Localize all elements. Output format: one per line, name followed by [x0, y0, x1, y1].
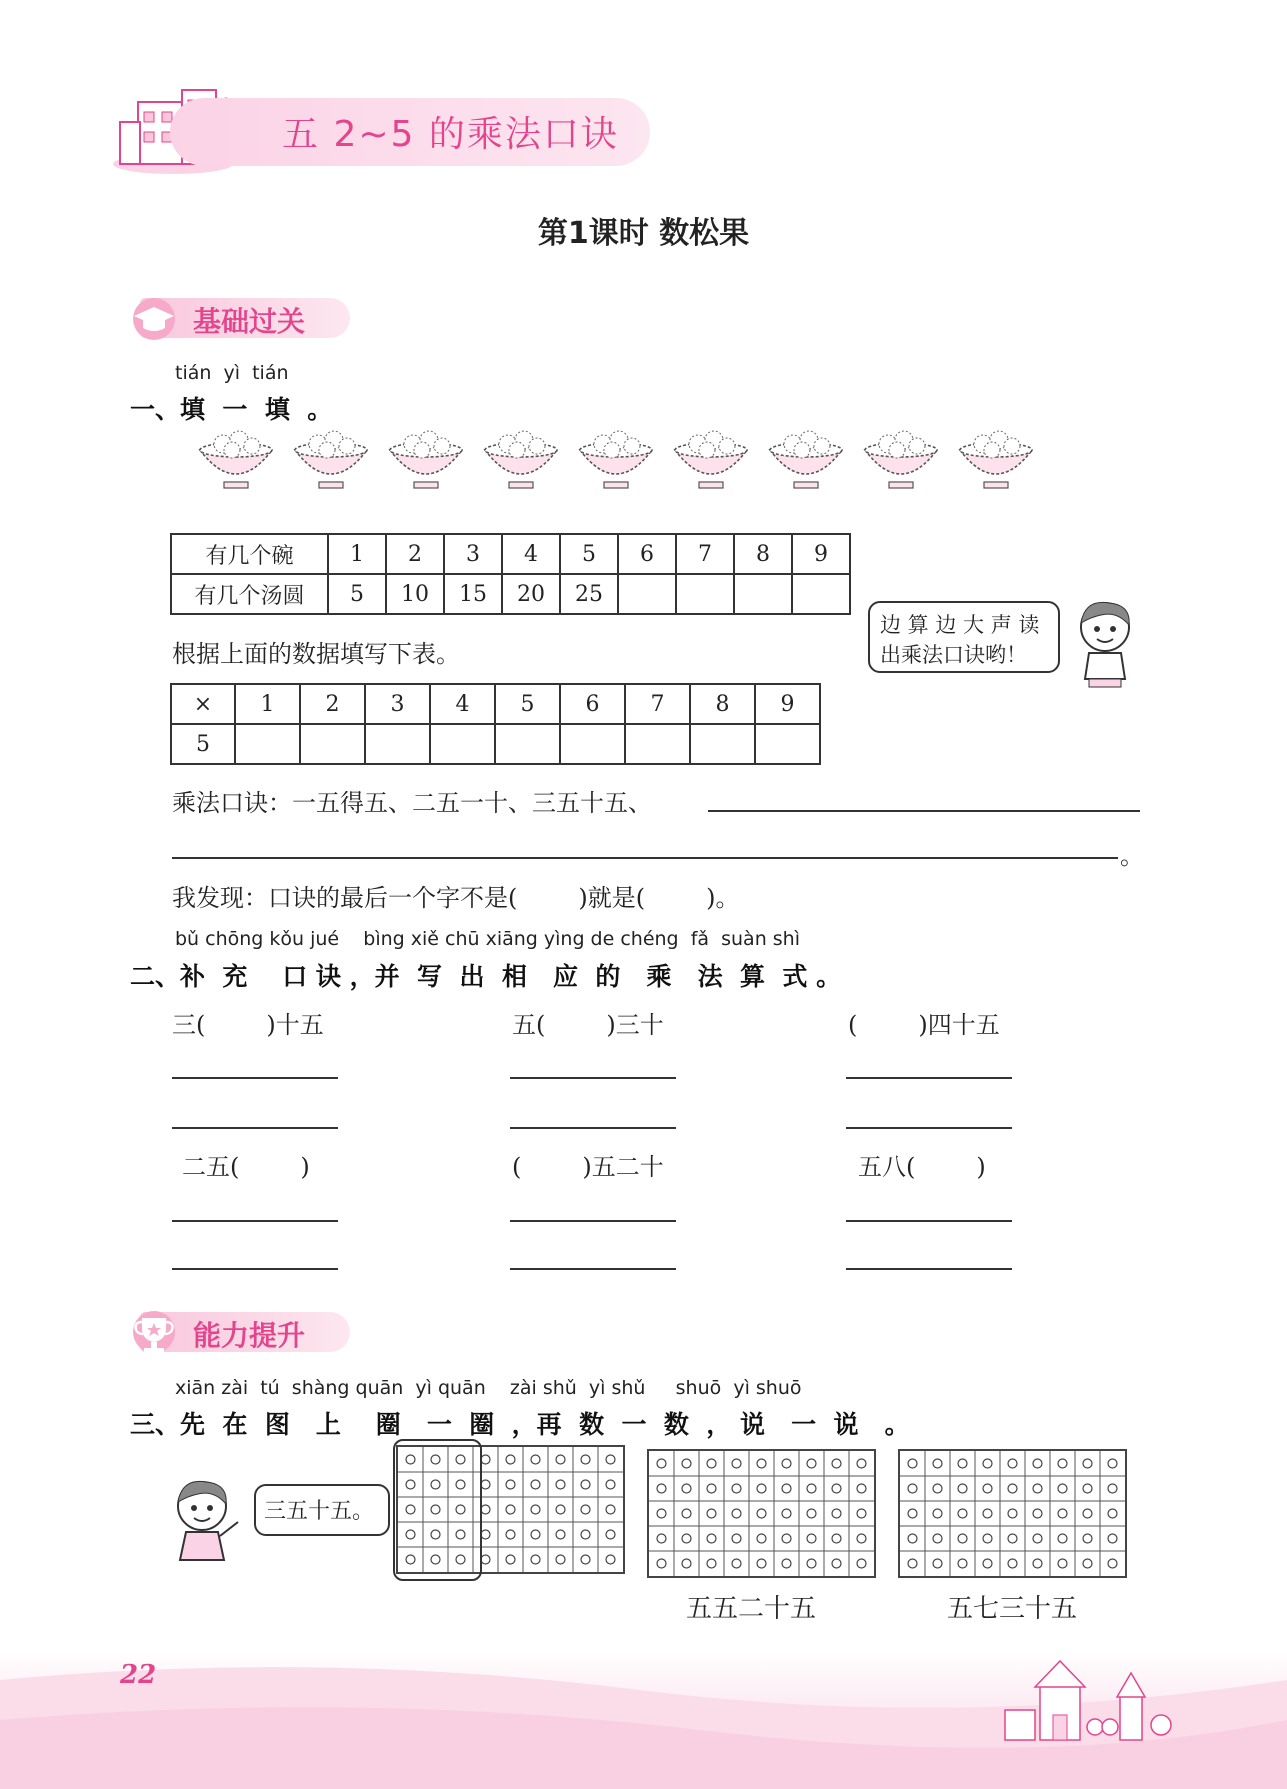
- q1-title: 一、填 一 填 。: [130, 395, 333, 424]
- circled-example: [393, 1439, 482, 1581]
- mnemonic-item: 二五( ): [182, 1153, 310, 1181]
- table-cell: 6: [618, 534, 676, 574]
- table-cell: 5: [171, 724, 235, 764]
- table-cell: 5: [560, 534, 618, 574]
- grid-caption: 五五二十五: [686, 1594, 817, 1624]
- table-cell: 3: [444, 534, 502, 574]
- answer-line[interactable]: [172, 1220, 338, 1222]
- table-cell: 10: [386, 574, 444, 614]
- table-header-cell: 2: [300, 684, 365, 724]
- graduation-cap-icon: [126, 296, 182, 342]
- trophy-icon: [126, 1308, 182, 1358]
- section-label-advanced: 能力提升: [193, 1319, 306, 1352]
- answer-cell[interactable]: [365, 724, 430, 764]
- table-header-cell: 9: [755, 684, 820, 724]
- answer-cell[interactable]: [734, 574, 792, 614]
- answer-line[interactable]: [846, 1268, 1012, 1270]
- table-header-cell: 4: [430, 684, 495, 724]
- answer-line[interactable]: [172, 1268, 338, 1270]
- table-cell: 8: [734, 534, 792, 574]
- end-mark: 。: [1120, 842, 1144, 870]
- dot-grid-2[interactable]: [647, 1449, 876, 1578]
- answer-line[interactable]: [172, 857, 1118, 859]
- table-cell: 25: [560, 574, 618, 614]
- bowls-row: [196, 428, 1046, 498]
- table-cell: 4: [502, 534, 560, 574]
- table-header-cell: 3: [365, 684, 430, 724]
- dot-grid-3[interactable]: [898, 1449, 1127, 1578]
- mnemonic-item: 五( )三十: [512, 1011, 664, 1039]
- speech-bubble: [868, 601, 1060, 673]
- table-cell: 2: [386, 534, 444, 574]
- answer-cell[interactable]: [430, 724, 495, 764]
- answer-cell[interactable]: [690, 724, 755, 764]
- speech-text: 三五十五。: [264, 1499, 375, 1524]
- answer-cell[interactable]: [300, 724, 365, 764]
- mnemonic-item: ( )四十五: [848, 1011, 1000, 1039]
- table-cell: 5: [328, 574, 386, 614]
- table-cell: 9: [792, 534, 850, 574]
- table-cell: 20: [502, 574, 560, 614]
- row-label-bowls: 有几个碗: [171, 534, 328, 574]
- q1-instruction: 根据上面的数据填写下表。: [172, 640, 460, 668]
- table-header-cell: 8: [690, 684, 755, 724]
- mnemonic-item: 五八( ): [858, 1153, 986, 1181]
- answer-line[interactable]: [510, 1077, 676, 1079]
- answer-cell[interactable]: [235, 724, 300, 764]
- page-number: 22: [120, 1660, 157, 1690]
- answer-cell[interactable]: [495, 724, 560, 764]
- answer-cell[interactable]: [676, 574, 734, 614]
- speech-bubble: [254, 1484, 390, 1536]
- table-header-cell: 5: [495, 684, 560, 724]
- mnemonic-item: ( )五二十: [512, 1153, 664, 1181]
- bowls-table: [170, 533, 851, 615]
- lesson-title: 第1课时 数松果: [537, 216, 750, 251]
- table-header-cell: 6: [560, 684, 625, 724]
- mnemonic-text: 乘法口诀：一五得五、二五一十、三五十五、: [172, 789, 652, 817]
- answer-line[interactable]: [846, 1220, 1012, 1222]
- answer-line[interactable]: [172, 1077, 338, 1079]
- q2-pinyin: bǔ chōng kǒu jué bìng xiě chū xiāng yìng de chéng fǎ suàn shì: [175, 928, 800, 950]
- answer-cell[interactable]: [755, 724, 820, 764]
- answer-line[interactable]: [846, 1127, 1012, 1129]
- table-header-cell: 7: [625, 684, 690, 724]
- unit-title: 五 2~5 的乘法口诀: [282, 114, 619, 155]
- boy-illustration: [1065, 597, 1145, 692]
- answer-line[interactable]: [510, 1127, 676, 1129]
- q1-pinyin: tián yì tián: [175, 362, 289, 384]
- castle-illustration: [965, 1655, 1185, 1745]
- answer-line[interactable]: [846, 1077, 1012, 1079]
- mnemonic-item: 三( )十五: [172, 1011, 324, 1039]
- table-cell: 1: [328, 534, 386, 574]
- answer-cell[interactable]: [792, 574, 850, 614]
- speech-line-1: 边 算 边 大 声 读: [880, 613, 1040, 637]
- row-label-tangyuan: 有几个汤圆: [171, 574, 328, 614]
- answer-line[interactable]: [510, 1268, 676, 1270]
- q3-title: 三、先 在 图 上 圈 一 圈 ，再 数 一 数 ， 说 一 说 。: [130, 1410, 910, 1439]
- grid-caption: 五七三十五: [947, 1594, 1078, 1624]
- table-header-cell: 1: [235, 684, 300, 724]
- answer-cell[interactable]: [618, 574, 676, 614]
- speech-line-2: 出乘法口诀哟！: [880, 643, 1027, 667]
- table-cell: 15: [444, 574, 502, 614]
- answer-cell[interactable]: [560, 724, 625, 764]
- answer-line[interactable]: [172, 1127, 338, 1129]
- answer-line[interactable]: [510, 1220, 676, 1222]
- boy-illustration: [160, 1472, 250, 1568]
- table-cell: 7: [676, 534, 734, 574]
- table-header-cell: ×: [171, 684, 235, 724]
- multiplication-table: [170, 683, 821, 765]
- discovery-text: 我发现：口诀的最后一个字不是( )就是( )。: [172, 884, 740, 912]
- section-label-basic: 基础过关: [193, 305, 306, 338]
- q2-title: 二、补 充 口 诀 ，并 写 出 相 应 的 乘 法 算 式 。: [130, 962, 842, 991]
- answer-cell[interactable]: [625, 724, 690, 764]
- q3-pinyin: xiān zài tú shàng quān yì quān zài shǔ yì shǔ shuō yì shuō: [175, 1377, 802, 1399]
- answer-line[interactable]: [708, 810, 1140, 812]
